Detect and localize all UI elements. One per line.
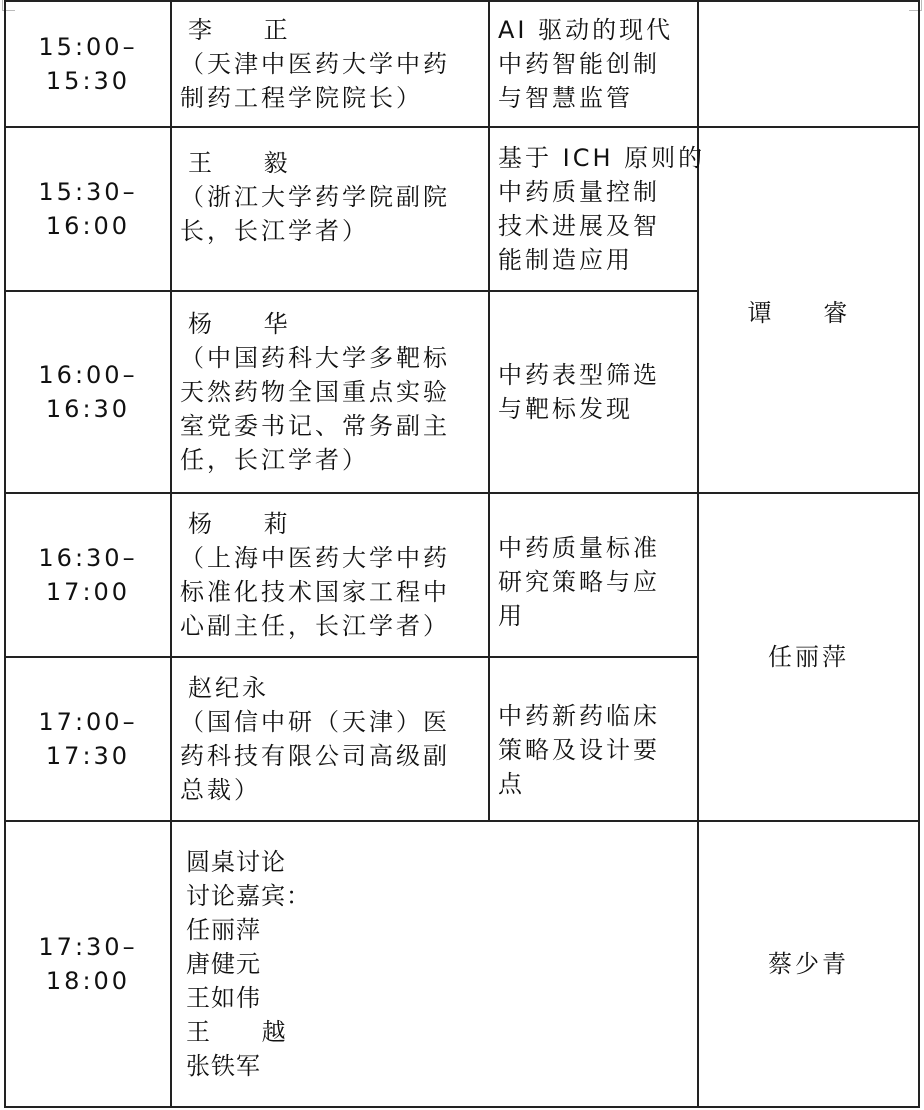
chair-name: 谭 睿 (747, 299, 870, 327)
topic-line: 与智慧监管 (498, 84, 633, 112)
table-row (5, 493, 919, 657)
speaker-affiliation: 室党委书记、常务副主 (180, 412, 450, 440)
time-cell: 17:00–17:30 (5, 657, 171, 821)
speaker-affiliation: （天津中医药大学中药 (180, 50, 450, 78)
table-row (5, 1, 919, 127)
speaker-affiliation: 制药工程学院院长） (180, 84, 423, 112)
topic-line: 中药质量控制 (498, 178, 660, 206)
topic-line: 中药质量标准 (498, 534, 660, 562)
speaker-cell (171, 291, 489, 493)
time-cell: 16:30–17:00 (5, 493, 171, 657)
speaker-cell (171, 1, 489, 127)
topic-cell (489, 291, 698, 493)
topic-line: 能制造应用 (498, 246, 633, 274)
chair-cell (698, 127, 919, 493)
table-row (5, 821, 919, 1107)
schedule-table (4, 0, 920, 1108)
topic-line: 与靶标发现 (498, 395, 633, 423)
topic-line: AI 驱动的现代 (498, 16, 674, 44)
roundtable-guest: 任丽萍 (186, 916, 261, 944)
speaker-affiliation: 标准化技术国家工程中 (180, 578, 450, 606)
roundtable-guest: 王如伟 (186, 984, 261, 1012)
time-cell: 15:00–15:30 (5, 1, 171, 127)
speaker-cell (171, 493, 489, 657)
roundtable-guest: 王 越 (186, 1018, 308, 1046)
roundtable-title: 圆桌讨论 (186, 848, 286, 876)
roundtable-guest: 张铁军 (186, 1052, 261, 1080)
topic-line: 研究策略与应 (498, 568, 660, 596)
time-cell: 15:30–16:00 (5, 127, 171, 291)
speaker-affiliation: 药科技有限公司高级副 (180, 742, 450, 770)
speaker-name: 赵纪永 (188, 674, 269, 702)
speaker-affiliation: （中国药科大学多靶标 (180, 344, 450, 372)
topic-line: 中药新药临床 (498, 702, 660, 730)
time-cell: 17:30–18:00 (5, 821, 171, 1107)
speaker-name: 李 正 (188, 16, 310, 44)
table-row (5, 127, 919, 291)
topic-line: 中药表型筛选 (498, 361, 660, 389)
speaker-affiliation: （上海中医药大学中药 (180, 544, 450, 572)
speaker-cell (171, 127, 489, 291)
chair-cell (698, 493, 919, 821)
time-cell: 16:00–16:30 (5, 291, 171, 493)
topic-line: 点 (498, 770, 525, 798)
speaker-affiliation: 心副主任，长江学者） (180, 612, 450, 640)
speaker-affiliation: 总裁） (180, 776, 261, 804)
speaker-affiliation: （浙江大学药学院副院 (180, 183, 450, 211)
speaker-affiliation: 任，长江学者） (180, 446, 369, 474)
topic-cell (489, 493, 698, 657)
topic-cell (489, 657, 698, 821)
topic-cell (489, 1, 698, 127)
roundtable-cell (171, 821, 698, 1107)
topic-cell (489, 127, 706, 291)
speaker-name: 杨 华 (188, 310, 310, 338)
roundtable-guest: 唐健元 (186, 950, 261, 978)
speaker-affiliation: 长，长江学者） (180, 217, 369, 245)
chair-cell (698, 821, 919, 1107)
speaker-name: 王 毅 (188, 149, 310, 177)
roundtable-guests-label: 讨论嘉宾： (186, 882, 311, 910)
speaker-name: 杨 莉 (188, 510, 310, 538)
speaker-cell (171, 657, 489, 821)
chair-cell-empty (698, 1, 919, 127)
topic-line: 基于 ICH 原则的 (498, 144, 706, 172)
topic-line: 中药智能创制 (498, 50, 660, 78)
chair-name: 蔡少青 (768, 950, 849, 978)
chair-name: 任丽萍 (768, 643, 849, 671)
speaker-affiliation: 天然药物全国重点实验 (180, 378, 450, 406)
topic-line: 策略及设计要 (498, 736, 660, 764)
speaker-affiliation: （国信中研（天津）医 (180, 708, 450, 736)
topic-line: 技术进展及智 (498, 212, 660, 240)
topic-line: 用 (498, 602, 525, 630)
